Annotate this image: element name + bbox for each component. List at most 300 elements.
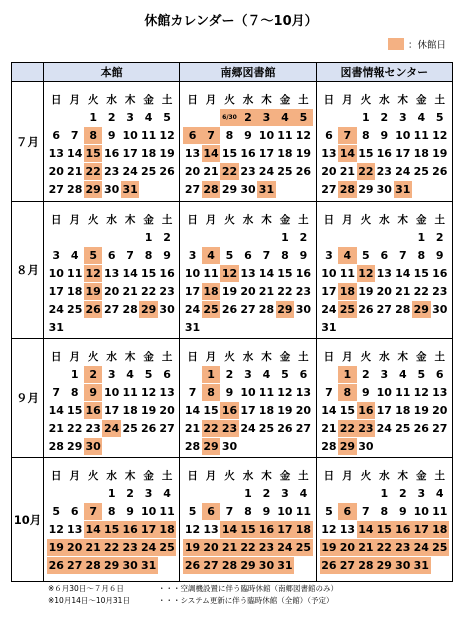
day-cell: 8 [281,248,289,262]
weekday-header: 水 [379,213,390,226]
day-cell: 26 [358,302,374,316]
day-cell: 24 [395,164,411,178]
day-cell: 10 [184,266,201,280]
day-cell: 8 [380,504,389,518]
weekday-header: 火 [360,350,372,363]
weekday-header: 月 [69,469,80,482]
day-cell: 30 [85,439,101,453]
calendar-grid [320,90,449,198]
month-calendar [44,82,180,202]
day-cell: 17 [376,403,392,417]
weekday-header: 月 [342,350,353,363]
day-cell: 13 [104,266,120,280]
legend-label: ：休館日 [407,40,446,51]
empty-cell [47,229,65,246]
day-cell: 7 [70,128,79,142]
day-cell: 3 [417,486,426,500]
day-cell: 24 [184,302,201,316]
month-calendar [316,339,452,458]
day-cell: 22 [85,164,101,178]
day-cell: 4 [417,110,426,124]
day-cell: 12 [221,266,238,280]
day-cell: 21 [48,421,64,435]
day-cell: 28 [321,439,337,453]
day-cell: 9 [244,128,252,142]
day-cell: 6 [299,367,308,381]
day-cell: 11 [295,504,312,518]
day-cell: 18 [277,146,293,160]
day-cell: 5 [325,504,333,518]
month-label: 10月 [12,458,44,582]
day-cell: 30 [122,558,138,572]
note-row [48,583,338,595]
day-cell: 7 [202,127,220,144]
day-cell: 5 [281,367,289,381]
empty-cell [102,319,120,336]
day-cell: 29 [358,182,374,196]
month-calendar [316,82,452,202]
day-cell: 2 [239,109,257,126]
weekday-header: 火 [224,213,235,226]
day-cell: 10 [122,128,138,142]
day-cell: 15 [413,266,429,280]
day-cell: 23 [376,164,392,178]
day-cell: 27 [240,302,256,316]
day-cell: 4 [144,110,153,124]
weekday-header: 木 [261,213,272,226]
day-cell: 4 [163,486,171,500]
day-cell: 7 [362,504,370,518]
weekday-header: 火 [224,350,235,363]
empty-cell [102,229,120,246]
day-cell: 23 [221,421,238,435]
day-cell: 9 [299,248,308,262]
weekday-header: 日 [187,93,198,106]
day-cell: 11 [203,266,219,280]
day-cell: 3 [244,367,252,381]
weekday-header: 木 [397,213,409,226]
day-cell: 11 [140,128,157,142]
empty-cell [220,485,238,502]
day-cell: 1 [281,230,289,244]
corner-cell [12,63,44,82]
day-cell: 23 [240,164,256,178]
month-label: ８月 [12,202,44,339]
day-cell: 4 [398,367,407,381]
empty-cell [294,438,312,455]
weekday-header: 金 [279,469,291,482]
day-cell: 9 [107,128,116,142]
weekday-header: 火 [87,213,99,226]
weekday-header: 日 [187,469,198,482]
weekday-header: 木 [124,93,136,106]
weekday-header: 金 [416,93,427,106]
calendar-grid [320,466,449,574]
day-cell: 29 [277,302,293,316]
weekday-header: 土 [161,93,173,106]
day-cell: 27 [67,558,83,572]
day-cell: 27 [48,182,64,196]
day-cell: 5 [144,367,153,381]
day-cell: 28 [395,302,411,316]
day-cell: 30 [159,302,175,316]
day-cell: 20 [432,403,448,417]
day-cell: 10 [321,266,337,280]
weekday-header: 月 [69,350,80,363]
calendar-grid [47,347,176,455]
day-cell: 31 [140,558,157,572]
day-cell: 17 [122,146,138,160]
day-cell: 27 [184,182,201,196]
day-cell: 28 [221,558,238,572]
empty-cell [257,438,275,455]
day-cell: 20 [321,164,337,178]
day-cell: 30 [295,302,312,316]
day-cell: 31 [413,558,429,572]
day-cell: 10 [104,385,120,399]
note-text: ・・・システム更新に伴う臨時休館（全館）（予定） [158,596,334,605]
empty-cell [239,319,257,336]
empty-cell [239,229,257,246]
day-cell: 13 [159,385,175,399]
day-cell: 27 [321,182,337,196]
day-cell: 6 [338,503,356,520]
day-cell: 11 [339,266,356,280]
day-cell: 19 [321,540,337,554]
day-cell: 13 [376,266,392,280]
day-cell: 15 [85,146,101,160]
day-cell: 19 [48,540,64,554]
weekday-header: 土 [298,213,309,226]
weekday-header: 日 [323,93,335,106]
day-cell: 6 [202,503,220,520]
empty-cell [320,485,338,502]
empty-cell [84,319,102,336]
day-cell: 13 [339,522,356,536]
day-cell: 24 [122,164,138,178]
weekday-header: 火 [224,93,235,106]
day-cell: 31 [395,182,411,196]
calendar-grid [320,347,449,455]
day-cell: 20 [376,284,392,298]
day-cell: 25 [67,302,83,316]
day-cell: 22 [339,421,356,435]
day-cell: 31 [48,320,64,334]
day-cell: 30 [104,182,120,196]
day-cell: 3 [126,110,134,124]
day-cell: 21 [122,284,138,298]
empty-cell [257,229,275,246]
day-cell: 1 [362,110,370,124]
calendar-grid [183,210,312,336]
weekday-header: 日 [323,469,335,482]
empty-cell [338,109,356,126]
day-cell: 26 [295,164,312,178]
day-cell: 17 [277,522,293,536]
day-cell: 27 [339,558,356,572]
day-cell: 25 [295,540,312,554]
empty-cell [375,229,393,246]
empty-cell [375,319,393,336]
day-cell: 25 [258,421,275,435]
closure-calendar-table [11,62,453,582]
day-cell: 6/30 [220,109,238,126]
empty-cell [158,181,176,198]
empty-cell [183,485,201,502]
empty-cell [276,319,294,336]
day-cell: 11 [395,385,411,399]
empty-cell [412,438,430,455]
day-cell: 18 [122,403,138,417]
day-cell: 4 [70,248,79,262]
weekday-header: 日 [50,93,62,106]
weekday-header: 月 [205,213,217,226]
day-cell: 5 [417,367,426,381]
day-cell: 28 [358,558,374,572]
empty-cell [158,438,176,455]
day-cell: 20 [203,540,219,554]
day-cell: 20 [184,164,201,178]
day-cell: 26 [184,558,201,572]
day-cell: 29 [104,558,120,572]
day-cell: 21 [203,164,219,178]
month-calendar [316,202,452,339]
empty-cell [183,229,201,246]
day-cell: 26 [413,421,429,435]
day-cell: 29 [67,439,83,453]
empty-cell [202,319,220,336]
month-calendar [44,202,180,339]
day-cell: 15 [277,266,293,280]
day-cell: 9 [84,384,102,401]
day-cell: 26 [48,558,64,572]
note-date: ※６月30日～７月６日 [48,584,124,593]
empty-cell [357,319,375,336]
day-cell: 25 [395,421,411,435]
day-cell: 18 [395,403,411,417]
day-cell: 1 [338,366,356,383]
weekday-header: 水 [379,93,390,106]
day-cell: 3 [398,110,407,124]
day-cell: 30 [376,182,392,196]
day-cell: 20 [67,540,83,554]
day-cell: 8 [144,248,153,262]
weekday-header: 金 [143,469,154,482]
weekday-header: 木 [397,350,409,363]
day-cell: 14 [358,522,374,536]
day-cell: 15 [240,522,256,536]
day-cell: 28 [258,302,275,316]
day-cell: 31 [258,182,275,196]
empty-cell [412,319,430,336]
day-cell: 25 [339,302,356,316]
weekday-header: 月 [342,213,353,226]
weekday-header: 木 [261,93,272,106]
empty-cell [202,485,220,502]
weekday-header: 土 [161,213,173,226]
day-cell: 8 [84,127,102,144]
weekday-header: 土 [298,93,309,106]
day-cell: 1 [202,366,220,383]
empty-cell [47,109,65,126]
day-cell: 3 [380,367,389,381]
day-cell: 19 [432,146,448,160]
weekday-header: 月 [342,93,353,106]
weekday-header: 月 [205,350,217,363]
weekday-header: 月 [69,213,80,226]
day-cell: 16 [376,146,392,160]
empty-cell [394,438,412,455]
day-cell: 6 [183,127,201,144]
day-cell: 17 [240,403,256,417]
day-cell: 16 [395,522,411,536]
day-cell: 17 [258,146,275,160]
day-cell: 20 [104,284,120,298]
day-cell: 2 [163,230,171,244]
empty-cell [183,109,201,126]
day-cell: 24 [413,540,429,554]
empty-cell [84,485,102,502]
day-cell: 12 [277,385,293,399]
day-cell: 15 [221,146,238,160]
empty-cell [320,366,338,383]
day-cell: 15 [358,146,374,160]
day-cell: 7 [126,248,134,262]
day-cell: 22 [413,284,429,298]
weekday-header: 金 [143,93,154,106]
day-cell: 18 [295,522,312,536]
weekday-header: 火 [224,469,235,482]
day-cell: 1 [70,367,79,381]
legend-closed-swatch [388,38,404,50]
library-header-nango: 南郷図書館 [180,63,316,82]
day-cell: 10 [395,128,411,142]
day-cell: 12 [413,385,429,399]
day-cell: 25 [159,540,175,554]
day-cell: 21 [395,284,411,298]
day-cell: 9 [225,385,234,399]
note-date: ※10月14日～10月31日 [48,596,130,605]
day-cell: 21 [258,284,275,298]
day-cell: 24 [240,421,256,435]
day-cell: 30 [258,558,275,572]
day-cell: 13 [432,385,448,399]
day-cell: 16 [432,266,448,280]
day-cell: 16 [258,522,275,536]
day-cell: 11 [122,385,138,399]
day-cell: 8 [244,504,252,518]
day-cell: 16 [221,403,238,417]
day-cell: 23 [104,164,120,178]
day-cell: 26 [432,164,448,178]
day-cell: 1 [89,110,97,124]
day-cell: 15 [339,403,356,417]
empty-cell [357,229,375,246]
day-cell: 2 [435,230,444,244]
day-cell: 7 [325,385,333,399]
day-cell: 4 [276,109,294,126]
day-cell: 5 [163,110,171,124]
day-cell: 5 [52,504,61,518]
day-cell: 28 [67,182,83,196]
day-cell: 22 [277,284,293,298]
month-label: ７月 [12,82,44,202]
empty-cell [294,319,312,336]
day-cell: 13 [240,266,256,280]
weekday-header: 月 [205,469,217,482]
day-cell: 19 [221,284,238,298]
weekday-header: 日 [323,213,335,226]
day-cell: 17 [395,146,411,160]
day-cell: 30 [358,439,374,453]
day-cell: 13 [67,522,83,536]
day-cell: 1 [107,486,116,500]
day-cell: 5 [362,248,370,262]
day-cell: 23 [395,540,411,554]
calendar-grid [183,466,312,574]
day-cell: 16 [104,146,120,160]
day-cell: 10 [376,385,392,399]
day-cell: 5 [225,248,234,262]
day-cell: 14 [339,146,356,160]
day-cell: 16 [295,266,312,280]
weekday-header: 日 [323,350,335,363]
day-cell: 11 [277,128,293,142]
day-cell: 19 [295,146,312,160]
day-cell: 8 [70,385,79,399]
weekday-header: 火 [87,93,99,106]
empty-cell [183,366,201,383]
day-cell: 24 [104,421,120,435]
day-cell: 19 [413,403,429,417]
empty-cell [139,438,157,455]
day-cell: 30 [432,302,448,316]
day-cell: 26 [277,421,293,435]
day-cell: 7 [398,248,407,262]
day-cell: 2 [84,366,102,383]
day-cell: 22 [240,540,256,554]
empty-cell [220,319,238,336]
day-cell: 30 [395,558,411,572]
weekday-header: 月 [205,93,217,106]
day-cell: 6 [380,248,389,262]
day-cell: 2 [262,486,271,500]
weekday-header: 木 [397,469,409,482]
day-cell: 28 [339,182,356,196]
day-cell: 26 [85,302,101,316]
empty-cell [121,319,139,336]
calendar-grid [183,347,312,455]
day-cell: 4 [126,367,134,381]
day-cell: 24 [48,302,64,316]
empty-cell [121,438,139,455]
day-cell: 2 [126,486,134,500]
day-cell: 15 [104,522,120,536]
day-cell: 23 [258,540,275,554]
weekday-header: 火 [360,213,372,226]
weekday-header: 水 [242,213,254,226]
day-cell: 18 [258,403,275,417]
calendar-grid [320,210,449,336]
day-cell: 16 [85,403,101,417]
weekday-header: 水 [242,93,254,106]
day-cell: 18 [159,522,175,536]
empty-cell [394,319,412,336]
day-cell: 8 [338,384,356,401]
day-cell: 28 [203,182,219,196]
empty-cell [84,229,102,246]
day-cell: 2 [398,486,407,500]
